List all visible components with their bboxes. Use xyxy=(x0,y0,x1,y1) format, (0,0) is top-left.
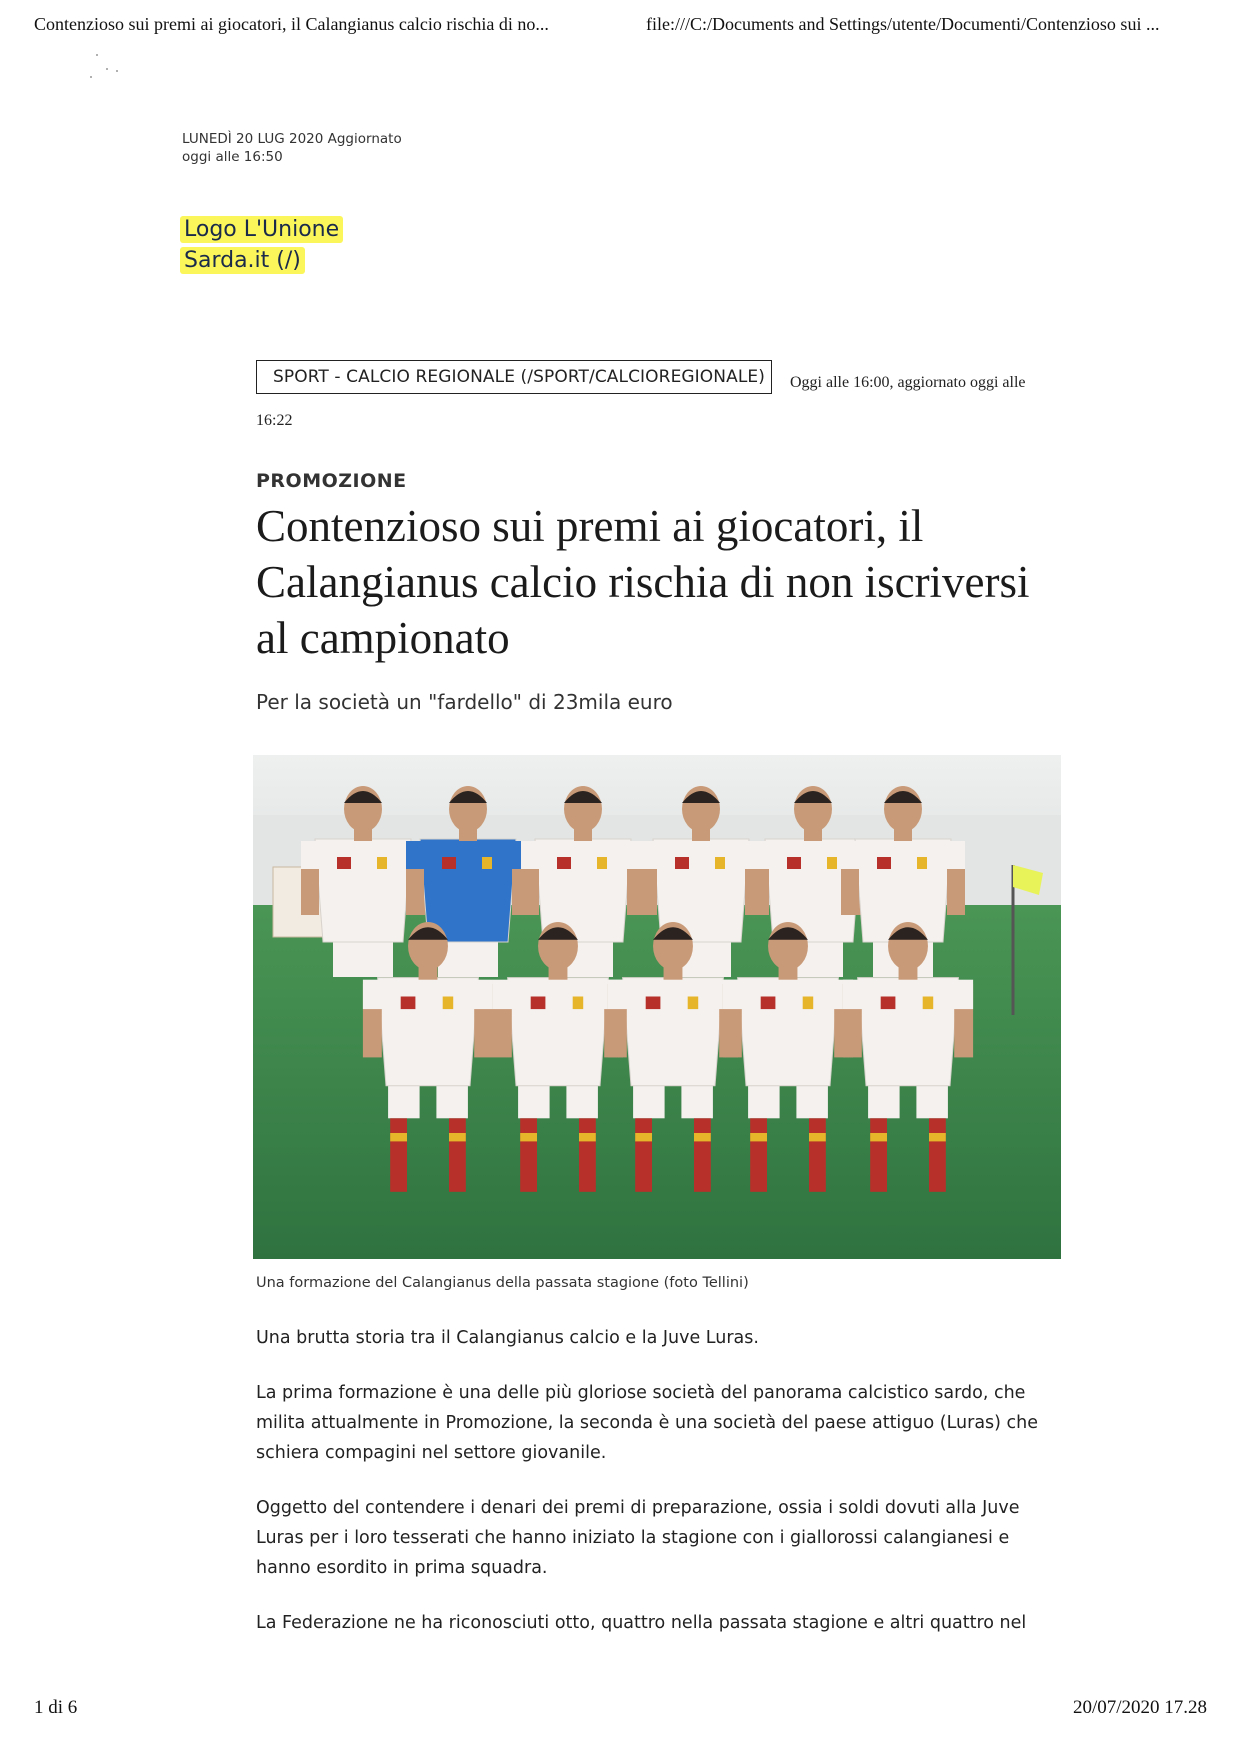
article-timestamp: Oggi alle 16:00, aggiornato oggi alle xyxy=(790,374,1026,391)
site-logo-link[interactable] xyxy=(180,214,360,276)
article-paragraph: Una brutta storia tra il Calangianus calcio e la Juve Luras. xyxy=(256,1328,759,1348)
article-timestamp-cont: 16:22 xyxy=(256,412,293,429)
article-kicker: PROMOZIONE xyxy=(256,470,407,492)
article-body xyxy=(256,1323,1056,1663)
print-header-title: Contenzioso sui premi ai giocatori, il Calangianus calcio rischia di no... xyxy=(34,14,549,34)
scan-specks xyxy=(88,54,138,84)
photo-caption: Una formazione del Calangianus della passata stagione (foto Tellini) xyxy=(256,1275,749,1291)
article-headline: Contenzioso sui premi ai giocatori, il Calangianus calcio rischia di non iscriversi al campionato xyxy=(256,501,1030,663)
print-footer-datetime: 20/07/2020 17.28 xyxy=(1072,1697,1207,1718)
print-header xyxy=(34,14,1207,44)
dateline-date: LUNEDÌ 20 LUG 2020 Aggiornato xyxy=(182,131,402,147)
article-paragraph: La Federazione ne ha riconosciuti otto, quattro nella passata stagione e altri quattro nel xyxy=(256,1613,1027,1633)
article xyxy=(256,360,1056,1633)
print-header-url: file:///C:/Documents and Settings/utente/Documenti/Contenzioso sui ... xyxy=(646,14,1160,34)
logo-text-line2: Sarda.it (/) xyxy=(180,247,305,274)
logo-text-line1: Logo L'Unione xyxy=(180,216,343,243)
section-link[interactable]: SPORT - CALCIO REGIONALE (/SPORT/CALCIOREGIONALE) xyxy=(256,360,772,394)
team-photo xyxy=(253,755,1061,1259)
article-paragraph: La prima formazione è una delle più gloriose società del panorama calcistico sardo, che milita attualmente in Promozione, la seconda è una società del paese attiguo (Luras) che schiera compagini nel settore giovanile. xyxy=(256,1383,1039,1463)
article-paragraph: Oggetto del contendere i denari dei premi di preparazione, ossia i soldi dovuti alla Juve Luras per i loro tesserati che hanno iniziato la stagione con i giallorossi calangianesi e hanno esordito in prima squadra. xyxy=(256,1498,1020,1578)
article-subtitle: Per la società un "fardello" di 23mila euro xyxy=(256,690,673,714)
dateline-updated: oggi alle 16:50 xyxy=(182,149,283,165)
dateline xyxy=(182,130,422,166)
team-photo-illustration xyxy=(253,755,1061,1259)
players-group xyxy=(301,786,973,1192)
print-footer-page: 1 di 6 xyxy=(34,1697,78,1718)
